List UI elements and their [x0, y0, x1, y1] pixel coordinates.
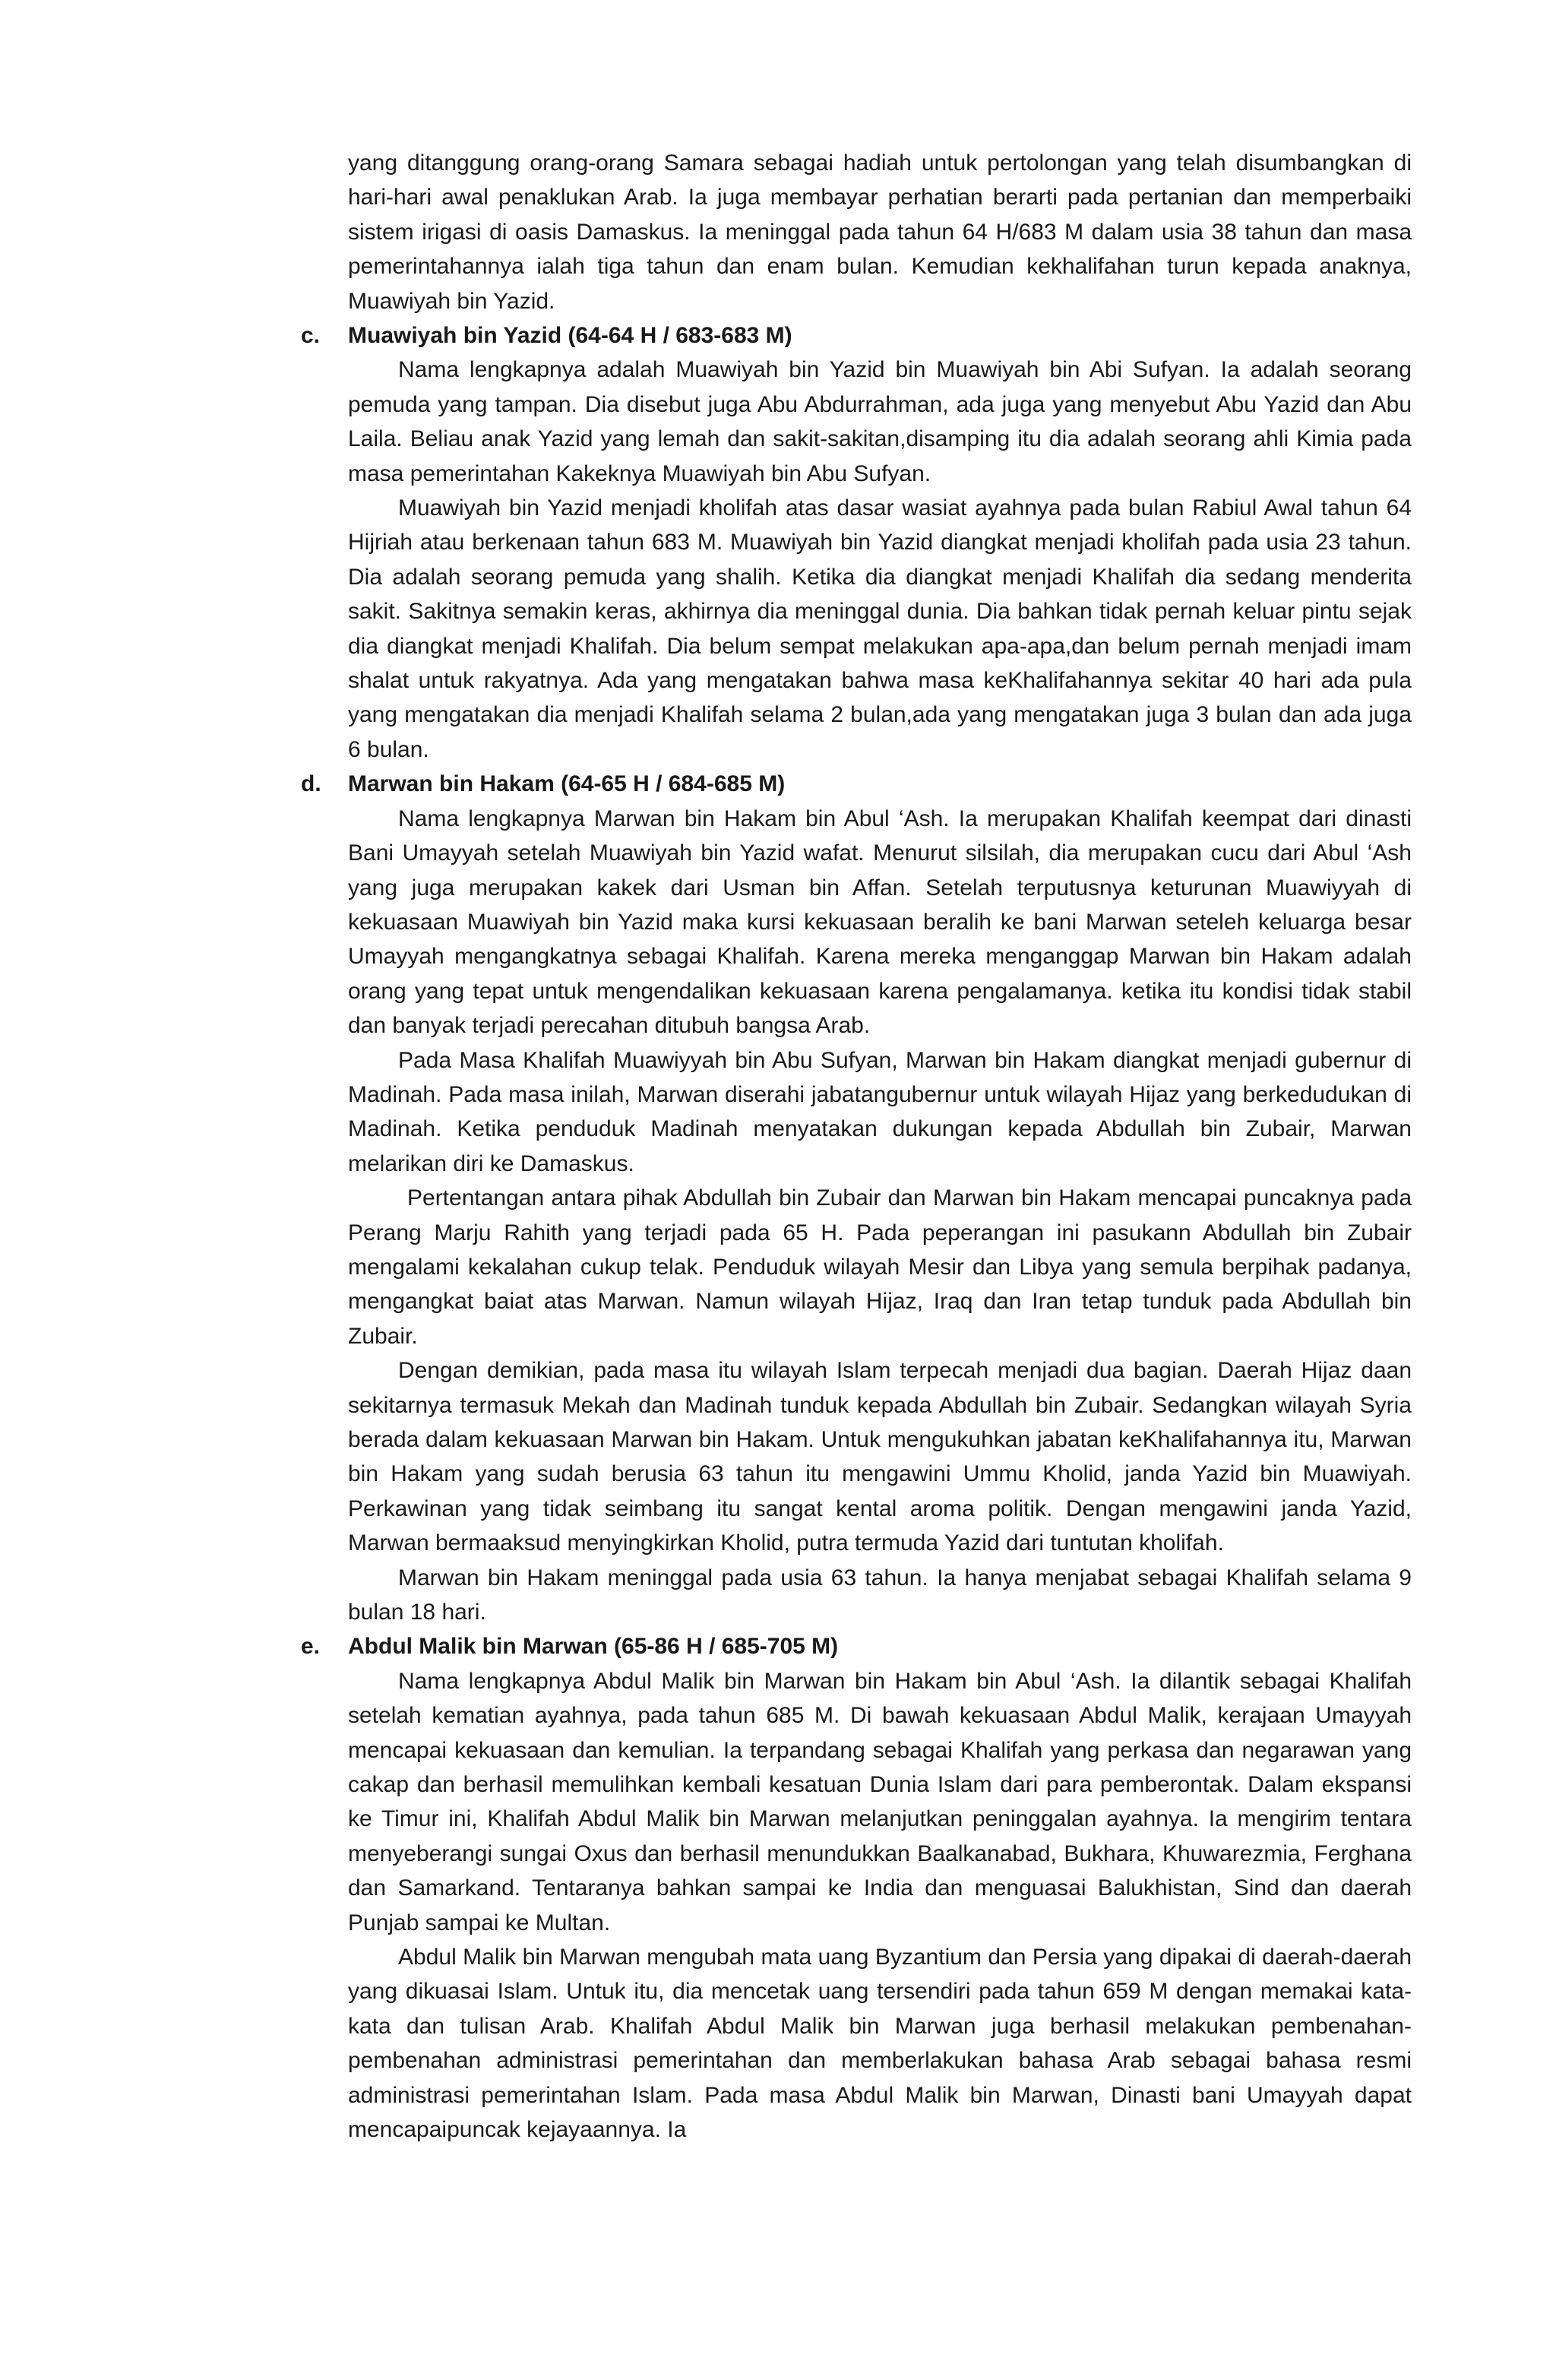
section-heading: [301, 318, 1412, 353]
section-c: [301, 318, 1412, 767]
section-heading: [301, 767, 1412, 801]
paragraph: Nama lengkapnya adalah Muawiyah bin Yazid bin Muawiyah bin Abi Sufyan. Ia adalah seorang pemuda yang tampan. Dia disebut juga Abu Abdurrahman, ada juga yang menyebut Abu Yazid dan Abu Laila. Beliau anak Yazid yang lemah dan sakit-sakitan,disamping itu dia adalah seorang ahli Kimia pada masa pemerintahan Kakeknya Muawiyah bin Abu Sufyan.: [348, 357, 1412, 486]
section-letter: e.: [301, 1634, 321, 1660]
section-title: Marwan bin Hakam (64-65 H / 684-685 M): [348, 771, 786, 797]
paragraph: Pada Masa Khalifah Muawiyyah bin Abu Sufyan, Marwan bin Hakam diangkat menjadi gubernur di Madinah. Pada masa inilah, Marwan diserahi jabatangubernur untuk wilayah Hijaz yang berkedudukan di Madinah. Ketika penduduk Madinah menyatakan dukungan kepada Abdullah bin Zubair, Marwan melarikan diri ke Damaskus.: [348, 1047, 1412, 1176]
section-d: [301, 767, 1412, 1629]
paragraph: Pertentangan antara pihak Abdullah bin Zubair dan Marwan bin Hakam mencapai puncaknya pada Perang Marju Rahith yang terjadi pada 65 H. Pada peperangan ini pasukann Abdullah bin Zubair mengalami kekalahan cukup telak. Penduduk wilayah Mesir dan Libya yang semula berpihak padanya, mengangkat baiat atas Marwan. Namun wilayah Hijaz, Iraq dan Iran tetap tunduk pada Abdullah bin Zubair.: [348, 1185, 1412, 1349]
section-title: Abdul Malik bin Marwan (65-86 H / 685-705 M): [348, 1634, 839, 1660]
section-e: [301, 1629, 1412, 2147]
paragraph: Abdul Malik bin Marwan mengubah mata uang Byzantium dan Persia yang dipakai di daerah-daerah yang dikuasai Islam. Untuk itu, dia mencetak uang tersendiri pada tahun 659 M dengan memakai kata-kata dan tulisan Arab. Khalifah Abdul Malik bin Marwan juga berhasil melakukan pembenahan-pembenahan administrasi pemerintahan dan memberlakukan bahasa Arab sebagai bahasa resmi administrasi pemerintahan Islam. Pada masa Abdul Malik bin Marwan, Dinasti bani Umayyah dapat mencapaipuncak kejayaannya. Ia: [348, 1945, 1412, 2143]
body-text: [301, 146, 1412, 2147]
section-letter: c.: [301, 323, 321, 349]
paragraph: Marwan bin Hakam meninggal pada usia 63 tahun. Ia hanya menjabat sebagai Khalifah selama 9 bulan 18 hari.: [348, 1565, 1412, 1625]
paragraph: Nama lengkapnya Marwan bin Hakam bin Abul ‘Ash. Ia merupakan Khalifah keempat dari dinasti Bani Umayyah setelah Muawiyah bin Yazid wafat. Menurut silsilah, dia merupakan cucu dari Abul ‘Ash yang juga merupakan kakek dari Usman bin Affan. Setelah terputusnya keturunan Muawiyyah di kekuasaan Muawiyah bin Yazid maka kursi kekuasaan beralih ke bani Marwan seteleh keluarga besar Umayyah mengangkatnya sebagai Khalifah. Karena mereka menganggap Marwan bin Hakam adalah orang yang tepat untuk mengendalikan kekuasaan karena pengalamanya. ketika itu kondisi tidak stabil dan banyak terjadi perecahan ditubuh bangsa Arab.: [348, 805, 1412, 1039]
section-title: Muawiyah bin Yazid (64-64 H / 683-683 M): [348, 323, 792, 349]
intro-paragraph: yang ditanggung orang-orang Samara sebagai hadiah untuk pertolongan yang telah disumbangkan di hari-hari awal penaklukan Arab. Ia juga membayar perhatian berarti pada pertanian dan memperbaiki sistem irigasi di oasis Damaskus. Ia meninggal pada tahun 64 H/683 M dalam usia 38 tahun dan masa pemerintahannya ialah tiga tahun dan enam bulan. Kemudian kekhalifahan turun kepada anaknya, Muawiyah bin Yazid.: [348, 150, 1412, 314]
section-letter: d.: [301, 771, 321, 797]
section-heading: [301, 1629, 1412, 1663]
paragraph: Muawiyah bin Yazid menjadi kholifah atas dasar wasiat ayahnya pada bulan Rabiul Awal tahun 64 Hijriah atau berkenaan tahun 683 M. Muawiyah bin Yazid diangkat menjadi kholifah pada usia 23 tahun. Dia adalah seorang pemuda yang shalih. Ketika dia diangkat menjadi Khalifah dia sedang menderita sakit. Sakitnya semakin keras, akhirnya dia meninggal dunia. Dia bahkan tidak pernah keluar pintu sejak dia diangkat menjadi Khalifah. Dia belum sempat melakukan apa-apa,dan belum pernah menjadi imam shalat untuk rakyatnya. Ada yang mengatakan bahwa masa keKhalifahannya sekitar 40 hari ada pula yang mengatakan dia menjadi Khalifah selama 2 bulan,ada yang mengatakan juga 3 bulan dan ada juga 6 bulan.: [348, 495, 1412, 762]
paragraph: Nama lengkapnya Abdul Malik bin Marwan bin Hakam bin Abul ‘Ash. Ia dilantik sebagai Khalifah setelah kematian ayahnya, pada tahun 685 M. Di bawah kekuasaan Abdul Malik, kerajaan Umayyah mencapai kekuasaan dan kemulian. Ia terpandang sebagai Khalifah yang perkasa dan negarawan yang cakap dan berhasil memulihkan kembali kesatuan Dunia Islam dari para pemberontak. Dalam ekspansi ke Timur ini, Khalifah Abdul Malik bin Marwan melanjutkan peninggalan ayahnya. Ia mengirim tentara menyeberangi sungai Oxus dan berhasil menundukkan Baalkanabad, Bukhara, Khuwarezmia, Ferghana dan Samarkand. Tentaranya bahkan sampai ke India dan menguasai Balukhistan, Sind dan daerah Punjab sampai ke Multan.: [348, 1668, 1412, 1935]
paragraph: Dengan demikian, pada masa itu wilayah Islam terpecah menjadi dua bagian. Daerah Hijaz daan sekitarnya termasuk Mekah dan Madinah tunduk kepada Abdullah bin Zubair. Sedangkan wilayah Syria berada dalam kekuasaan Marwan bin Hakam. Untuk mengukuhkan jabatan keKhalifahannya itu, Marwan bin Hakam yang sudah berusia 63 tahun itu mengawini Ummu Kholid, janda Yazid bin Muawiyah. Perkawinan yang tidak seimbang itu sangat kental aroma politik. Dengan mengawini janda Yazid, Marwan bermaaksud menyingkirkan Kholid, putra termuda Yazid dari tuntutan kholifah.: [348, 1358, 1412, 1556]
